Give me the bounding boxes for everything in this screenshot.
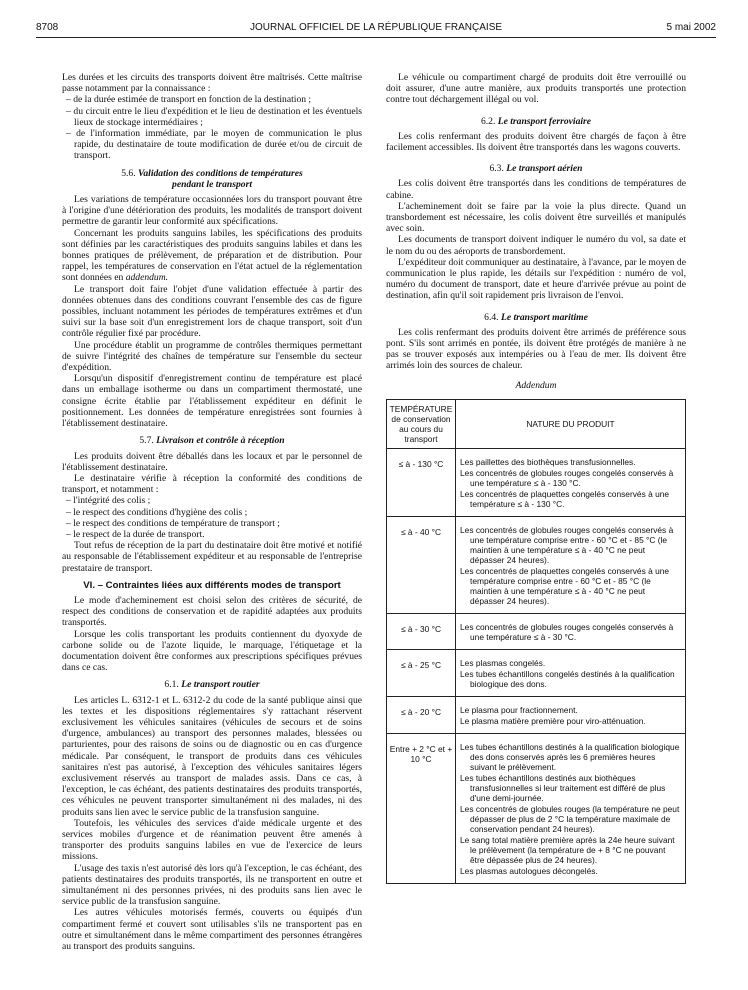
list-item: – de la durée estimée de transport en fonction de la destination ; xyxy=(62,94,362,105)
column-header-temperature: TEMPÉRATURE de conservation au cours du transport xyxy=(387,399,456,448)
paragraph-text: Concernant les produits sanguins labiles, les spécifications des produits sont définies par les caractéristiques des produits sanguins labiles et dans les bonnes pratiques de prélèvement, de préparation et de distribution. Pour rappel, les températures de conservation en l'état actuel de la réglementation sont données en xyxy=(62,227,362,284)
section-heading-6-4 xyxy=(386,312,686,323)
table-row xyxy=(387,448,686,516)
list-item: – le respect des conditions de température de transport ; xyxy=(62,518,362,529)
right-column xyxy=(386,72,686,884)
temperature-cell: ≤ à - 25 °C xyxy=(387,649,456,696)
table-header-row xyxy=(387,399,686,448)
section-number: 6.2. xyxy=(480,115,496,127)
section-title: Le transport aérien xyxy=(506,163,583,175)
section-title: Le transport ferroviaire xyxy=(497,115,592,127)
section-heading-6-2 xyxy=(386,116,686,127)
section-title-line-2: pendant le transport xyxy=(172,178,252,190)
product-item: Le plasma pour fractionnement. xyxy=(460,704,578,715)
dash-list xyxy=(62,495,362,540)
section-number: 5.7. xyxy=(139,435,154,447)
table-body xyxy=(387,448,686,883)
product-item: Les tubes échantillons congelés destinés à la qualification biologique des dons. xyxy=(460,668,675,689)
dash-list xyxy=(62,94,362,161)
temperature-cell: ≤ à - 20 °C xyxy=(387,696,456,733)
section-number: 6.4. xyxy=(484,311,499,323)
temperature-cell: Entre + 2 °C et + 10 °C xyxy=(387,733,456,883)
section-heading-6-1 xyxy=(62,679,362,690)
paragraph: Les articles L. 6312-1 et L. 6312-2 du code de la santé publique ainsi que les textes et les dispositions réglementaires s'y rattachant réservent exclusivement les véhicules sanitaires (véhicules de secours et de soins d'urgence, ambulances) au transport des personnes malades, blessées ou parturientes, pour des raisons de soins ou de diagnostic ou en cas d'urgence médicale. Par conséquent, le transport de produits dans ces véhicules sanitaires n'est pas autorisé, à l'exception des véhicules sanitaires légers exclusivement réservés au transport de malades assis. Dans ce cas, à l'exception, le cas échéant, des patients destinataires des produits transportés, ces véhicules ne peuvent transporter simultanément ni des malades, ni des produits sans lien avec le service public de la transfusion sanguine. xyxy=(62,694,362,818)
section-heading-6-3 xyxy=(386,163,686,174)
product-cell xyxy=(456,448,686,516)
paragraph: Les colis renfermant des produits doivent être arrimés de préférence sous pont. S'ils sont arrimés en pontée, ils doivent être protégés de manière à ne pas se trouver exposés aux intempéries ou à l'eau de mer. Ils doivent être arrimés loin des sources de chaleur. xyxy=(386,326,686,372)
section-title: Le transport maritime xyxy=(500,311,588,323)
addendum-reference: addendum. xyxy=(125,272,169,284)
paragraph: Les variations de température occasionnées lors du transport pouvant être à l'origine d'une détérioration des produits, les modalités de transport doivent permettre de garantir leur conformité aux spécifications. xyxy=(62,194,362,228)
page-header xyxy=(36,22,716,38)
product-item: Les plasmas congelés. xyxy=(460,657,546,668)
paragraph: Les colis renfermant des produits doivent être chargés de façon à être facilement accessibles. Ils doivent être transportés dans les wagons couverts. xyxy=(386,130,686,154)
product-cell xyxy=(456,649,686,696)
paragraph: L'acheminement doit se faire par la voie la plus directe. Quand un transbordement est nécessaire, les colis doivent être surveillés et manipulés avec soin. xyxy=(386,200,686,235)
paragraph: Le mode d'acheminement est choisi selon des critères de sécurité, de respect des conditions de conservation et de rapidité adaptées aux produits transportés. xyxy=(62,594,362,629)
paragraph: Une procédure établit un programme de contrôles thermiques permettant de suivre l'intégrité des chaînes de température sur l'ensemble du secteur d'expédition. xyxy=(62,339,362,374)
issue-date: 5 mai 2002 xyxy=(666,22,716,33)
product-item: Les tubes échantillons destinés aux biothèques transfusionnelles si leur traitement est différé de plus d'une demi-journée. xyxy=(460,772,666,803)
temperature-cell: ≤ à - 40 °C xyxy=(387,516,456,613)
table-row xyxy=(387,516,686,613)
product-item: Les concentrés de globules rouges (la température ne peut dépasser de plus de 2 °C la température maximale de conservation pendant 24 heures). xyxy=(460,803,680,834)
table-row xyxy=(387,613,686,649)
addendum-title: Addendum xyxy=(515,379,557,391)
section-number: 6.3. xyxy=(489,163,504,175)
product-cell xyxy=(456,733,686,883)
list-item: – de l'information immédiate, par le moyen de communication le plus rapide, du destinataire de toute modification de durée et/ou de circuit de transport. xyxy=(62,128,362,162)
product-item: Les concentrés de plaquettes congelés conservés à une température ≤ à - 130 °C. xyxy=(460,488,670,509)
paragraph: Les documents de transport doivent indiquer le numéro du vol, sa date et le nom du ou des aéroports de transbordement. xyxy=(386,234,686,257)
paragraph: Les colis doivent être transportés dans les conditions de températures de cabine. xyxy=(386,178,686,201)
paragraph: Le véhicule ou compartiment chargé de produits doit être verrouillé ou doit assurer, d'une autre manière, aux produits transportés une protection contre tout déchargement illégal ou vol. xyxy=(386,72,686,106)
list-item: – l'intégrité des colis ; xyxy=(62,495,362,506)
section-number: 6.1. xyxy=(164,679,179,691)
temperature-cell: ≤ à - 30 °C xyxy=(387,613,456,649)
paragraph: Les autres véhicules motorisés fermés, couverts ou équipés d'un compartiment fermé et couvert sont utilisables s'ils ne transportent pas en outre et simultanément dans le même compartiment des personnes étrangères au transport des produits sanguins. xyxy=(62,907,362,953)
product-item: Les tubes échantillons destinés à la qualification biologique des dons conservés après les 6 premières heures suivant le prélèvement. xyxy=(460,741,680,772)
product-item: Le plasma matière première pour viro-atténuation. xyxy=(460,715,646,726)
product-cell xyxy=(456,696,686,733)
column-header-product: NATURE DU PRODUIT xyxy=(456,399,686,448)
paragraph: Les produits doivent être déballés dans les locaux et par le personnel de l'établissement destinataire. xyxy=(62,450,362,473)
product-item: Les plasmas autologues décongelés. xyxy=(460,865,598,876)
addendum-table xyxy=(386,399,686,884)
section-number: 5.6. xyxy=(121,167,136,179)
paragraph: Les durées et les circuits des transports doivent être maîtrisés. Cette maîtrise passe notamment par la connaissance : xyxy=(62,72,362,95)
product-item: Le sang total matière première après la 24e heure suivant le prélèvement (la température de + 8 °C ne pouvant être dépassée plus de 24 heures). xyxy=(460,834,675,865)
table-row xyxy=(387,649,686,696)
list-item: – du circuit entre le lieu d'expédition et le lieu de destination et les éventuels lieux de stockage intermédiaires ; xyxy=(62,106,362,128)
paragraph: L'usage des taxis n'est autorisé dès lors qu'à l'exception, le cas échéant, des patients destinataires des produits transportés, ils ne transportent en outre et simultanément ni des personnes privées, ni des produits sans lien avec le service public de la transfusion sanguine. xyxy=(62,862,362,908)
section-title: Le transport routier xyxy=(181,679,260,691)
temperature-cell: ≤ à - 130 °C xyxy=(387,448,456,516)
product-item: Les concentrés de globules rouges congelés conservés à une température comprise entre - 60 °C et - 85 °C (le maintien à une température ≤ à - 40 °C ne peut dépasser 24 heures). xyxy=(460,524,674,565)
section-heading-5-7 xyxy=(62,435,362,446)
table-row xyxy=(387,696,686,733)
chapter-heading-vi: VI. – Contraintes liées aux différents modes de transport xyxy=(83,579,341,591)
left-column xyxy=(62,72,362,952)
product-item: Les concentrés de globules rouges congelés conservés à une température ≤ à - 130 °C. xyxy=(460,467,674,488)
journal-title: JOURNAL OFFICIEL DE LA RÉPUBLIQUE FRANÇAISE xyxy=(249,22,503,33)
paragraph: Le transport doit faire l'objet d'une validation effectuée à partir des données obtenues dans des conditions couvrant l'ensemble des cas de figure possibles, incluant notamment les périodes de températures extrêmes et d'un suivi sur la base soit d'un enregistrement lors de chaque transport, soit d'un contrôle régulier fixé par procédure. xyxy=(62,283,362,340)
section-heading-5-6 xyxy=(62,168,362,179)
paragraph: Lorsqu'un dispositif d'enregistrement continu de température est placé dans un emballage isotherme ou dans un compartiment thermostaté, une consigne écrite établie par l'établissement expéditeur en définit le positionnement. Les données de température enregistrées sont fournies à l'établissement destinataire. xyxy=(62,373,362,430)
paragraph: Lorsque les colis transportant les produits contiennent du dyoxyde de carbone solide ou de l'azote liquide, le marquage, l'étiquetage et la documentation doivent être conformes aux prescriptions spécifiques prévues dans ce cas. xyxy=(62,628,362,674)
paragraph: Tout refus de réception de la part du destinataire doit être motivé et notifié au responsable de l'établissement expéditeur et au responsable de l'entreprise prestataire de transport. xyxy=(62,540,362,574)
section-title: Livraison et contrôle à réception xyxy=(156,435,285,447)
product-cell xyxy=(456,516,686,613)
header-rule xyxy=(36,37,716,38)
section-title: Validation des conditions de températures xyxy=(138,167,303,179)
table-row xyxy=(387,733,686,883)
product-item: Les concentrés de plaquettes congelés conservés à une température comprise entre - 60 °C et - 85 °C (le maintien à une température ≤ à - 40 °C ne peut dépasser 24 heures). xyxy=(460,565,670,606)
product-item: Les paillettes des biothèques transfusionnelles. xyxy=(460,456,636,467)
product-item: Les concentrés de globules rouges congelés conservés à une température ≤ à - 30 °C. xyxy=(460,621,674,642)
product-cell xyxy=(456,613,686,649)
paragraph: Toutefois, les véhicules des services d'aide médicale urgente et des services mobiles d'urgence et de réanimation peuvent être amenés à transporter des produits sanguins labiles en vue de l'exercice de leurs missions. xyxy=(62,817,362,863)
page-number: 8708 xyxy=(36,22,59,33)
paragraph: Le destinataire vérifie à réception la conformité des conditions de transport, et notamment : xyxy=(62,472,362,496)
list-item: – le respect des conditions d'hygiène des colis ; xyxy=(62,507,362,518)
list-item: – le respect de la durée de transport. xyxy=(62,529,362,540)
paragraph xyxy=(62,228,362,284)
paragraph: L'expéditeur doit communiquer au destinataire, à l'avance, par le moyen de communication le plus rapide, les détails sur l'expédition : numéro de vol, numéro du document de transport, date et heure d'arrivée prévue au point de destination, afin qu'il soit rapidement pris livraison de l'envoi. xyxy=(386,256,686,302)
